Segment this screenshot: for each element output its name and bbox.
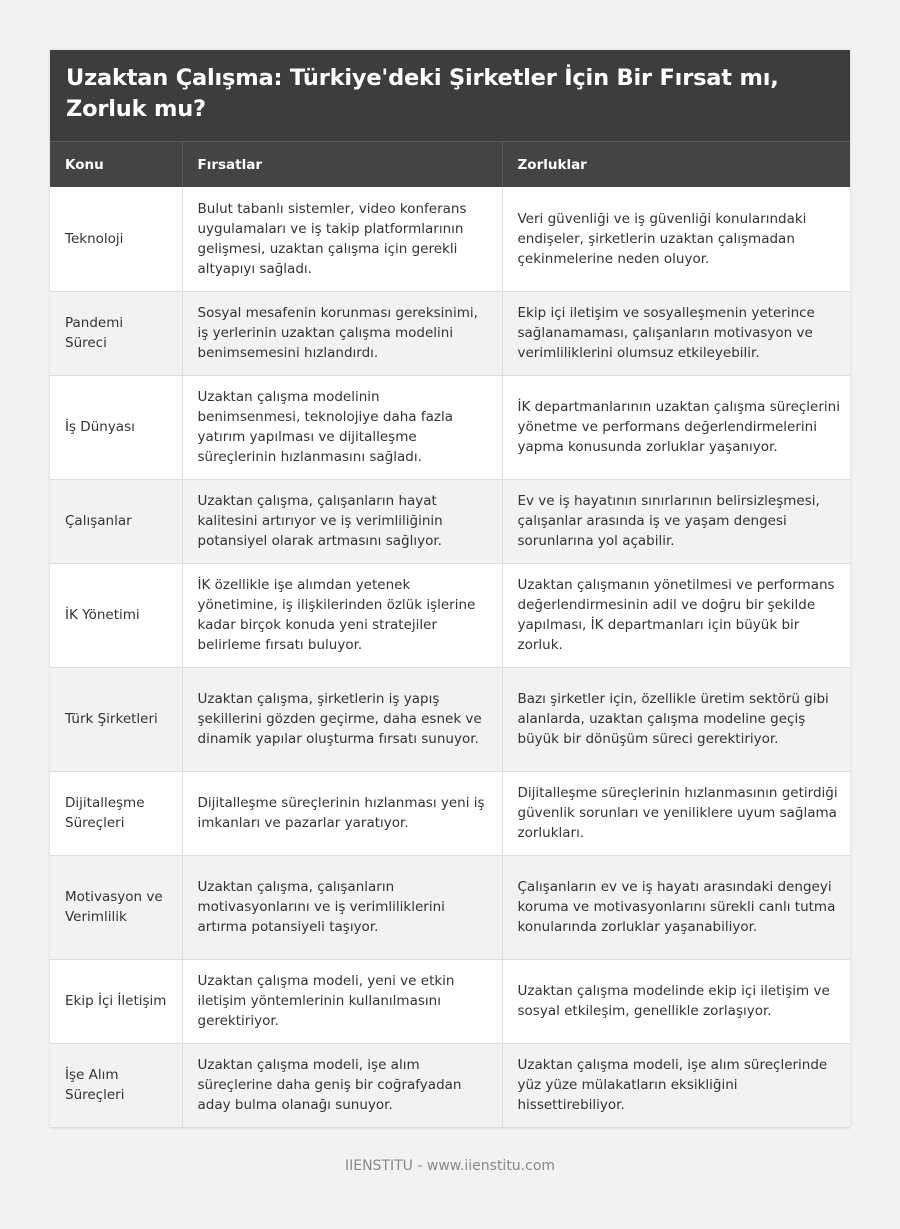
cell-topic: Dijitalleşme Süreçleri [50, 771, 182, 855]
cell-topic: Motivasyon ve Verimlilik [50, 855, 182, 959]
table-body [50, 187, 850, 1127]
table-row [50, 375, 850, 479]
cell-opportunity: Sosyal mesafenin korunması gereksinimi, iş yerlerinin uzaktan çalışma modelini benimsemesini hızlandırdı. [182, 291, 502, 375]
column-header-challenges: Zorluklar [502, 142, 850, 188]
table-row [50, 187, 850, 291]
cell-topic: Pandemi Süreci [50, 291, 182, 375]
title-bar [50, 50, 850, 141]
cell-challenge: Uzaktan çalışmanın yönetilmesi ve performans değerlendirmesinin adil ve doğru bir şekilde yapılması, İK departmanları için büyük bir zorluk. [502, 563, 850, 667]
cell-opportunity: Bulut tabanlı sistemler, video konferans uygulamaları ve iş takip platformlarının gelişmesi, uzaktan çalışma için gerekli altyapıyı sağladı. [182, 187, 502, 291]
cell-challenge: Ev ve iş hayatının sınırlarının belirsizleşmesi, çalışanlar arasında iş ve yaşam dengesi sorunlarına yol açabilir. [502, 479, 850, 563]
page-title: Uzaktan Çalışma: Türkiye'deki Şirketler İçin Bir Fırsat mı, Zorluk mu? [66, 65, 779, 122]
cell-challenge: Dijitalleşme süreçlerinin hızlanmasının getirdiği güvenlik sorunları ve yeniliklere uyum sağlama zorlukları. [502, 771, 850, 855]
cell-opportunity: Uzaktan çalışma, çalışanların hayat kalitesini artırıyor ve iş verimliliğinin potansiyel olarak artmasını sağlıyor. [182, 479, 502, 563]
column-header-opportunities: Fırsatlar [182, 142, 502, 188]
column-header-topic: Konu [50, 142, 182, 188]
table-row [50, 1043, 850, 1127]
cell-topic: Teknoloji [50, 187, 182, 291]
table-row [50, 563, 850, 667]
cell-topic: İşe Alım Süreçleri [50, 1043, 182, 1127]
table-row [50, 771, 850, 855]
cell-topic: Türk Şirketleri [50, 667, 182, 771]
cell-challenge: Ekip içi iletişim ve sosyalleşmenin yeterince sağlanamaması, çalışanların motivasyon ve verimliliklerini olumsuz etkileyebilir. [502, 291, 850, 375]
footer-credit: IIENSTITU - www.iienstitu.com [344, 1158, 556, 1174]
table-row [50, 959, 850, 1043]
cell-topic: Ekip İçi İletişim [50, 959, 182, 1043]
cell-opportunity: Uzaktan çalışma modelinin benimsenmesi, teknolojiye daha fazla yatırım yapılması ve dijitalleşme süreçlerinin hızlanmasını sağladı. [182, 375, 502, 479]
table-header-row [50, 142, 850, 188]
cell-opportunity: Uzaktan çalışma modeli, işe alım süreçlerine daha geniş bir coğrafyadan aday bulma olanağı sunuyor. [182, 1043, 502, 1127]
cell-opportunity: Uzaktan çalışma, şirketlerin iş yapış şekillerini gözden geçirme, daha esnek ve dinamik yapılar oluşturma fırsatı sunuyor. [182, 667, 502, 771]
cell-challenge: Bazı şirketler için, özellikle üretim sektörü gibi alanlarda, uzaktan çalışma modeline geçiş büyük bir dönüşüm süreci gerektiriyor. [502, 667, 850, 771]
cell-opportunity: İK özellikle işe alımdan yetenek yönetimine, iş ilişkilerinden özlük işlerine kadar birçok konuda yeni stratejiler belirleme fırsatı buluyor. [182, 563, 502, 667]
cell-opportunity: Dijitalleşme süreçlerinin hızlanması yeni iş imkanları ve pazarlar yaratıyor. [182, 771, 502, 855]
table-row [50, 667, 850, 771]
cell-challenge: Uzaktan çalışma modeli, işe alım süreçlerinde yüz yüze mülakatların eksikliğini hissettirebiliyor. [502, 1043, 850, 1127]
cell-topic: Çalışanlar [50, 479, 182, 563]
cell-topic: İK Yönetimi [50, 563, 182, 667]
cell-challenge: Veri güvenliği ve iş güvenliği konularındaki endişeler, şirketlerin uzaktan çalışmadan çekinmelerine neden oluyor. [502, 187, 850, 291]
cell-challenge: Çalışanların ev ve iş hayatı arasındaki dengeyi koruma ve motivasyonlarını sürekli canlı tutma konularında zorluklar yaşanabiliyor. [502, 855, 850, 959]
comparison-table [50, 141, 850, 1128]
table-row [50, 291, 850, 375]
table-row [50, 479, 850, 563]
document-card [50, 50, 850, 1128]
cell-opportunity: Uzaktan çalışma, çalışanların motivasyonlarını ve iş verimliliklerini artırma potansiyeli taşıyor. [182, 855, 502, 959]
table-row [50, 855, 850, 959]
cell-challenge: İK departmanlarının uzaktan çalışma süreçlerini yönetme ve performans değerlendirmelerini yapma konusunda zorluklar yaşanıyor. [502, 375, 850, 479]
cell-challenge: Uzaktan çalışma modelinde ekip içi iletişim ve sosyal etkileşim, genellikle zorlaşıyor. [502, 959, 850, 1043]
cell-opportunity: Uzaktan çalışma modeli, yeni ve etkin iletişim yöntemlerinin kullanılmasını gerektiriyor. [182, 959, 502, 1043]
cell-topic: İş Dünyası [50, 375, 182, 479]
